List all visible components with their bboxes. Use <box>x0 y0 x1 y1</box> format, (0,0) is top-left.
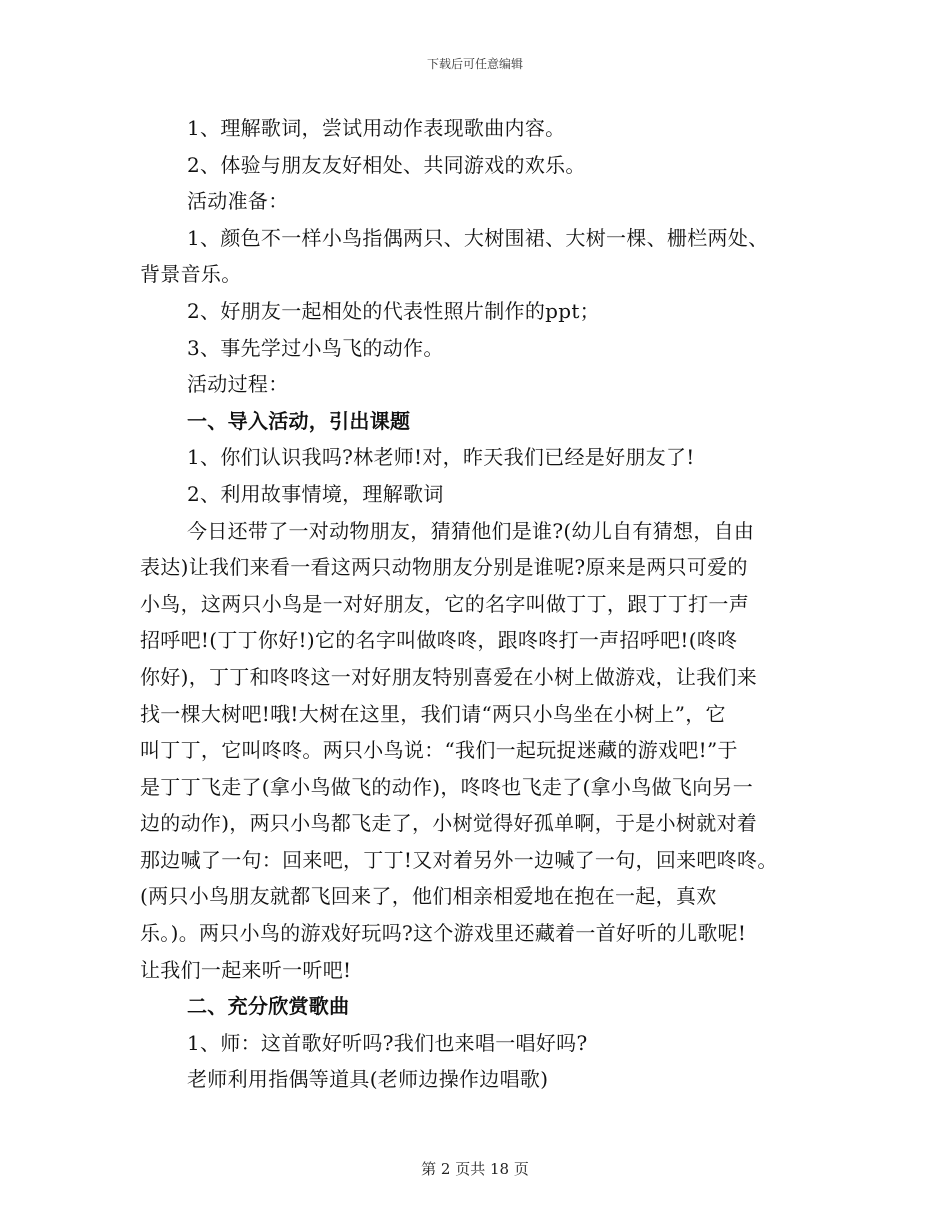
paragraph-line: 招呼吧!(丁丁你好!)它的名字叫做咚咚，跟咚咚打一声招呼吧!(咚咚 <box>140 628 738 653</box>
paragraph-line: 叫丁丁，它叫咚咚。两只小鸟说：“我们一起玩捉迷藏的游戏吧!”于 <box>140 738 738 763</box>
paragraph-line: 1、颜色不一样小鸟指偶两只、大树围裙、大树一棵、栅栏两处、 <box>187 225 769 250</box>
bold-heading-2: 二、充分欣赏歌曲 <box>187 994 350 1019</box>
bold-heading-1: 一、导入活动，引出课题 <box>187 408 411 433</box>
paragraph-line: 边的动作)，两只小鸟都飞走了，小树觉得好孤单啊，于是小树就对着 <box>140 811 758 836</box>
paragraph-line: 乐。)。两只小鸟的游戏好玩吗?这个游戏里还藏着一首好听的儿歌呢! <box>140 921 747 946</box>
section-heading-process: 活动过程： <box>187 372 289 397</box>
paragraph-line: 3、事先学过小鸟飞的动作。 <box>187 335 444 360</box>
paragraph-line: 是丁丁飞走了(拿小鸟做飞的动作)，咚咚也飞走了(拿小鸟做飞向另一 <box>140 774 754 799</box>
section-heading-preparation: 活动准备： <box>187 189 289 214</box>
paragraph-line: 今日还带了一对动物朋友，猜猜他们是谁?(幼儿自有猜想，自由 <box>187 518 755 543</box>
goal-line-2: 2、体验与朋友友好相处、共同游戏的欢乐。 <box>187 152 586 177</box>
paragraph-line: 让我们一起来听一听吧! <box>140 957 352 982</box>
goal-line-1: 1、理解歌词，尝试用动作表现歌曲内容。 <box>187 116 566 140</box>
paragraph-line: 1、师：这首歌好听吗?我们也来唱一唱好吗? <box>187 1030 588 1055</box>
paragraph-line: 背景音乐。 <box>140 262 242 287</box>
paragraph-line: 1、你们认识我吗?林老师!对，昨天我们已经是好朋友了! <box>187 445 695 470</box>
document-body <box>140 110 840 1098</box>
paragraph-line: 小鸟，这两只小鸟是一对好朋友，它的名字叫做丁丁，跟丁丁打一声 <box>140 591 749 616</box>
paragraph-line: 表达)让我们来看一看这两只动物朋友分别是谁呢?原来是两只可爱的 <box>140 555 748 580</box>
paragraph-line: 老师利用指偶等道具(老师边操作边唱歌) <box>187 1067 549 1092</box>
paragraph-line: 那边喊了一句：回来吧，丁丁!又对着另外一边喊了一句，回来吧咚咚。 <box>140 847 778 872</box>
paragraph-line: 找一棵大树吧!哦!大树在这里，我们请“两只小鸟坐在小树上”，它 <box>140 701 726 726</box>
paragraph-line: 2、利用故事情境，理解歌词 <box>187 481 444 506</box>
page-footer: 第 2 页共 18 页 <box>421 1160 529 1178</box>
page-header: 下载后可任意编辑 <box>426 57 523 71</box>
paragraph-line: 你好)，丁丁和咚咚这一对好朋友特别喜爱在小树上做游戏，让我们来 <box>140 664 758 689</box>
paragraph-line: 2、好朋友一起相处的代表性照片制作的ppt； <box>187 298 600 323</box>
paragraph-line: (两只小鸟朋友就都飞回来了，他们相亲相爱地在抱在一起，真欢 <box>140 884 717 909</box>
